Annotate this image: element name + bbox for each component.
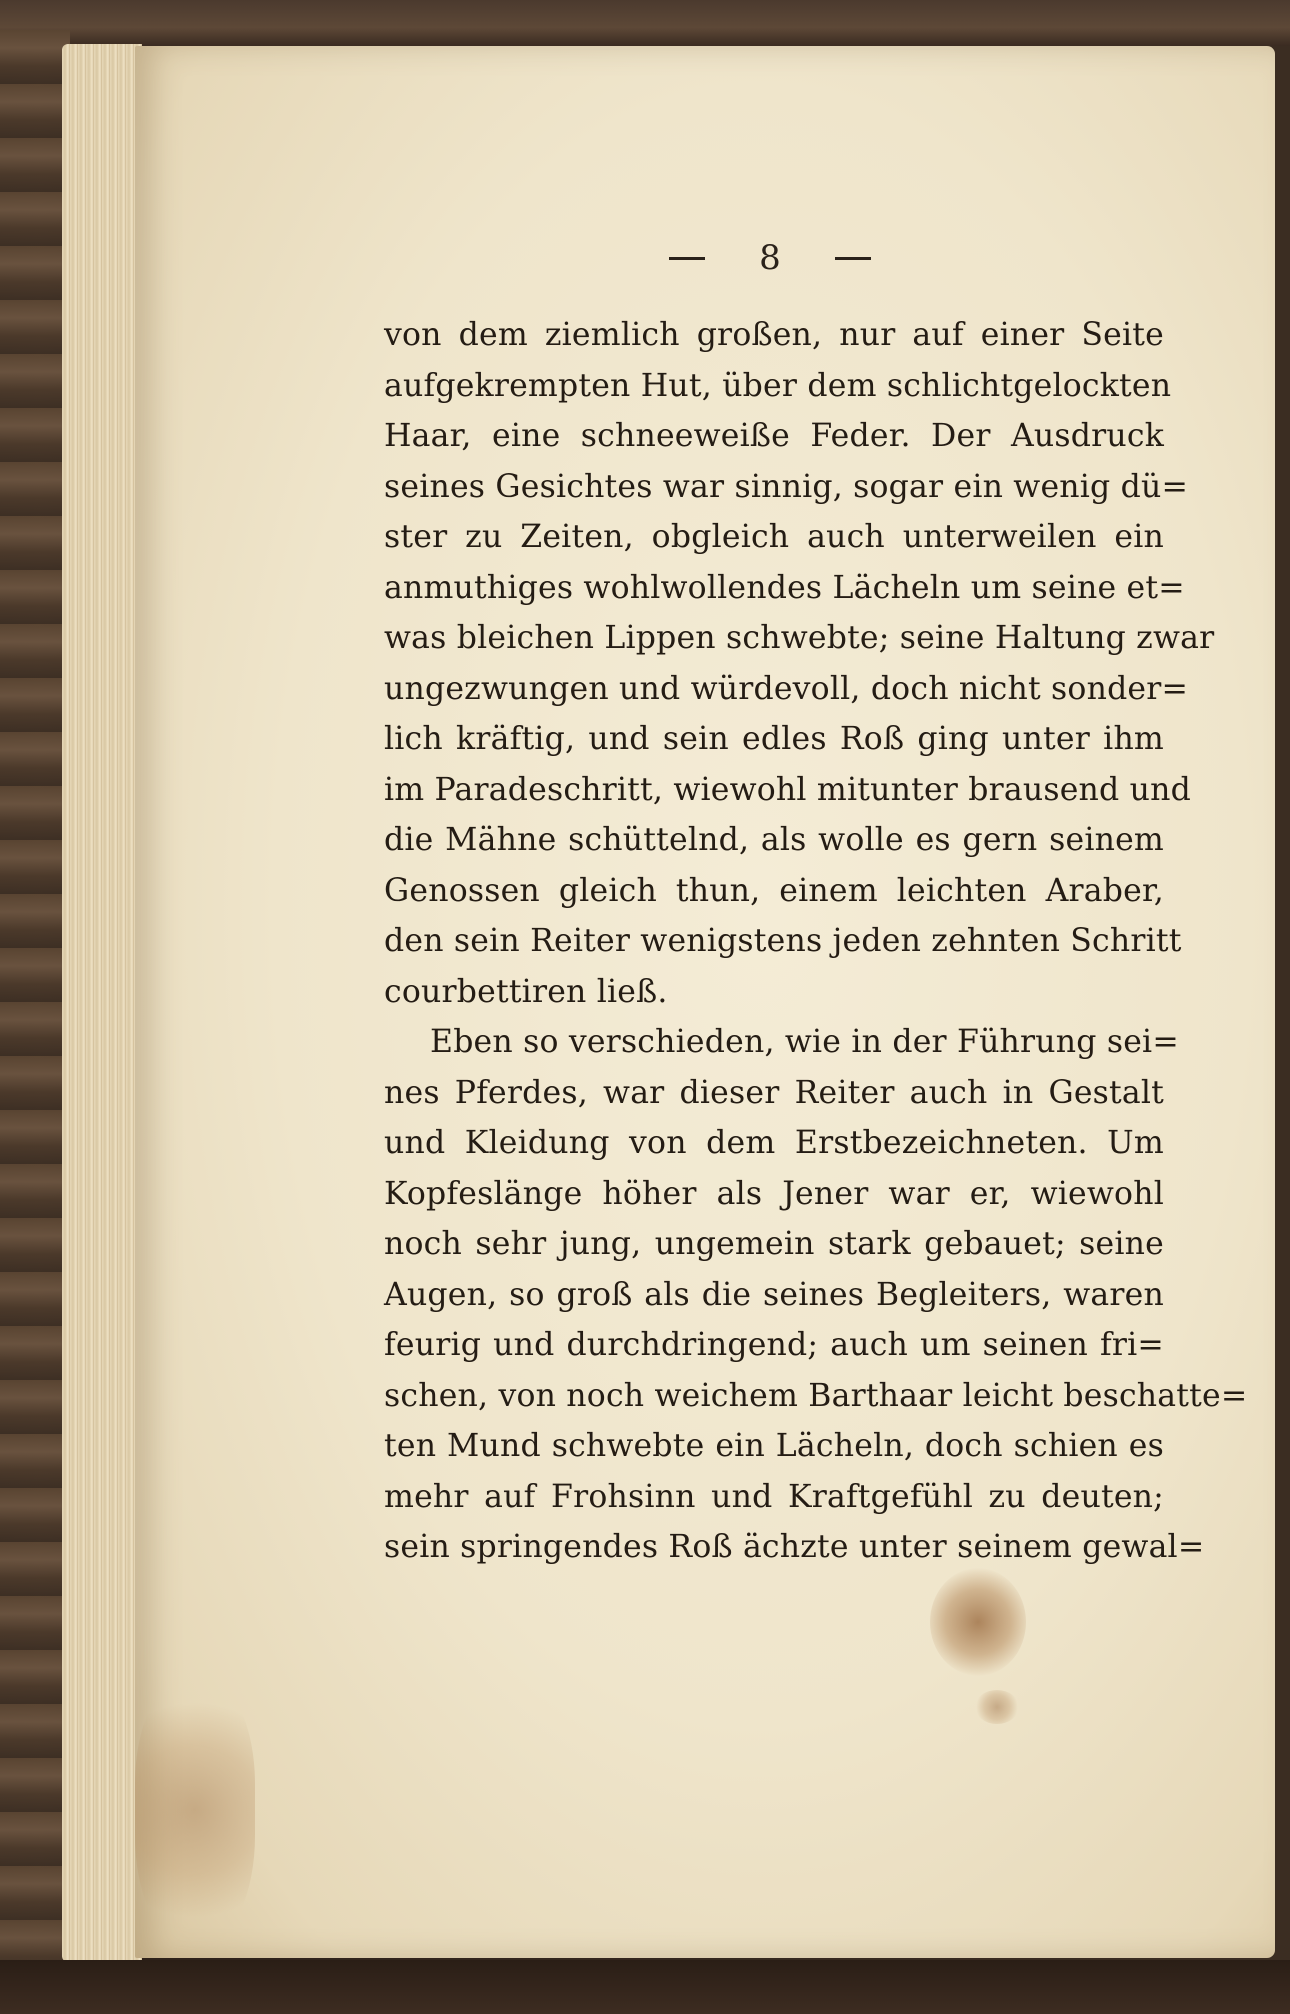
text-line: ten Mund schwebte ein Lächeln, doch schien es: [384, 1428, 1164, 1464]
text-line: ungezwungen und würdevoll, doch nicht sonder=: [384, 670, 1189, 707]
text-line: Kopfeslänge höher als Jener war er, wiewohl: [384, 1175, 1164, 1212]
page-leaf-edges: [62, 44, 142, 1962]
foxing-stain-small: [975, 1690, 1019, 1724]
text-line: noch sehr jung, ungemein stark gebauet; seine: [384, 1226, 1164, 1262]
text-line: die Mähne schüttelnd, als wolle es gern seinem: [384, 822, 1164, 858]
book-cover-bottom-edge: [0, 1960, 1290, 2014]
page-number: 8: [759, 238, 781, 278]
page-header: [640, 228, 900, 288]
text-line: sein springendes Roß ächzte unter seinem gewal=: [384, 1529, 1205, 1565]
text-line: anmuthiges wohlwollendes Lächeln um seine et=: [384, 569, 1185, 606]
header-dash-right: [835, 257, 871, 260]
text-line: Genossen gleich thun, einem leichten Araber,: [384, 872, 1164, 909]
text-line: Haar, eine schneeweiße Feder. Der Ausdruck: [384, 418, 1164, 454]
text-line: Augen, so groß als die seines Begleiters, waren: [384, 1276, 1164, 1313]
text-line: im Paradeschritt, wiewohl mitunter brausend und: [384, 771, 1191, 808]
foxing-stain-large: [930, 1568, 1026, 1676]
body-text: [384, 310, 1248, 1573]
paragraph-1: [384, 310, 1215, 1017]
text-line: was bleichen Lippen schwebte; seine Haltung zwar: [384, 620, 1215, 656]
text-line: und Kleidung von dem Erstbezeichneten. Um: [384, 1125, 1164, 1161]
text-line: nes Pferdes, war dieser Reiter auch in Gestalt: [384, 1074, 1164, 1111]
text-line: Eben so verschieden, wie in der Führung sei=: [430, 1024, 1179, 1060]
text-line: aufgekrempten Hut, über dem schlichtgelockten: [384, 367, 1172, 404]
book-cover-top-edge: [0, 0, 1290, 46]
paragraph-2: [384, 1017, 1248, 1573]
text-line: seines Gesichtes war sinnig, sogar ein wenig dü=: [384, 468, 1189, 505]
book-spine: [0, 30, 70, 1980]
text-line: schen, von noch weichem Barthaar leicht beschatte=: [384, 1377, 1248, 1414]
text-line: den sein Reiter wenigstens jeden zehnten Schritt: [384, 923, 1182, 959]
text-line: feurig und durchdringend; auch um seinen fri=: [384, 1327, 1164, 1363]
foxing-stain-left: [135, 1680, 255, 1940]
text-line: ster zu Zeiten, obgleich auch unterweilen ein: [384, 519, 1164, 555]
text-line: von dem ziemlich großen, nur auf einer Seite: [384, 317, 1164, 353]
text-line: mehr auf Frohsinn und Kraftgefühl zu deuten;: [384, 1478, 1164, 1515]
header-dash-left: [669, 257, 705, 260]
text-line: courbettiren ließ.: [384, 973, 668, 1010]
text-line: lich kräftig, und sein edles Roß ging unter ihm: [384, 721, 1164, 757]
